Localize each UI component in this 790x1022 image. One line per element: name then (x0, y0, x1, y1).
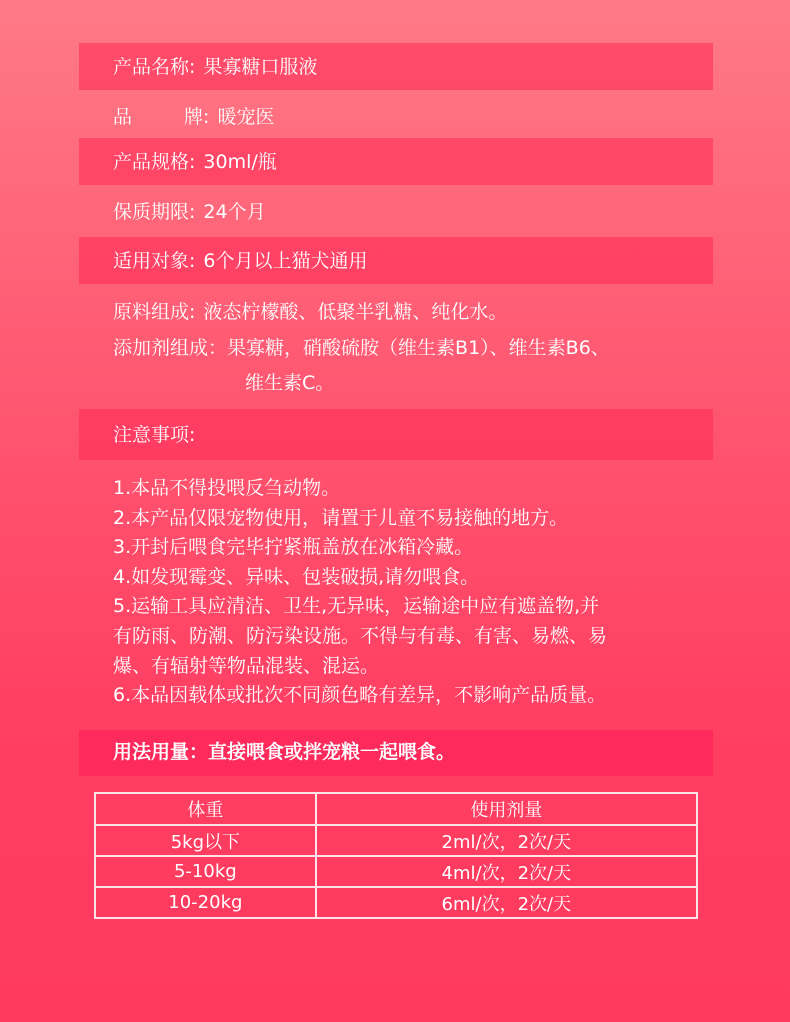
colon-full: ： (208, 337, 228, 359)
row-additives-cont (245, 371, 334, 395)
product-spec-label: 产品规格 (113, 151, 190, 173)
colon-full: ： (189, 741, 209, 763)
table-header-weight: 体重 (95, 793, 316, 825)
row-ingredients (113, 300, 507, 324)
table-row (95, 856, 697, 887)
product-spec-value: 30ml/瓶 (203, 151, 277, 173)
note-line: 3.开封后喂食完毕拧紧瓶盖放在冰箱冷藏。 (113, 536, 474, 559)
brand-label-right: 牌 (184, 106, 204, 128)
notes-list (113, 474, 693, 711)
notes-title-label: 注意事项 (113, 424, 190, 446)
row-target (113, 249, 368, 273)
row-brand (113, 105, 274, 129)
table-cell-weight: 5kg以下 (95, 825, 316, 856)
row-shelf-life (113, 200, 266, 224)
row-product-name (113, 55, 317, 79)
table-cell-dose: 6ml/次，2次/天 (316, 887, 697, 918)
product-name-value: 果寡糖口服液 (203, 56, 318, 78)
table-cell-dose: 4ml/次，2次/天 (316, 856, 697, 887)
dosage-table (94, 792, 698, 919)
ingredients-label: 原料组成 (113, 301, 190, 323)
shelf-life-label: 保质期限 (113, 201, 190, 223)
colon: : (189, 201, 196, 223)
row-usage (113, 740, 455, 764)
notes-title (113, 423, 195, 447)
ingredients-value: 液态柠檬酸、低聚半乳糖、纯化水。 (203, 301, 508, 323)
additives-label: 添加剂组成 (113, 337, 209, 359)
shelf-life-value: 24个月 (203, 201, 266, 223)
note-line: 1.本品不得投喂反刍动物。 (113, 477, 341, 499)
usage-value: 直接喂食或拌宠粮一起喂食。 (208, 741, 456, 763)
note-line: 5.运输工具应清洁、卫生,无异味，运输途中应有遮盖物,并 (113, 595, 600, 618)
brand-value: 暖宠医 (217, 106, 275, 128)
table-header-row (95, 793, 697, 825)
note-line: 4.如发现霉变、异味、包装破损,请勿喂食。 (113, 565, 480, 588)
row-product-spec (113, 150, 277, 174)
colon: : (189, 250, 196, 272)
table-row (95, 825, 697, 856)
table-cell-weight: 10-20kg (95, 887, 316, 918)
target-label: 适用对象 (113, 250, 190, 272)
table-row (95, 887, 697, 918)
table-header-dose: 使用剂量 (316, 793, 697, 825)
colon: : (189, 424, 196, 446)
product-name-label: 产品名称 (113, 56, 190, 78)
row-additives (113, 336, 610, 360)
table-cell-dose: 2ml/次，2次/天 (316, 825, 697, 856)
target-value: 6个月以上猫犬通用 (203, 250, 368, 272)
table-cell-weight: 5-10kg (95, 856, 316, 887)
additives-value-line2: 维生素C。 (245, 372, 335, 394)
colon: : (189, 56, 196, 78)
brand-label-left: 品 (113, 106, 133, 128)
note-line: 有防雨、防潮、防污染设施。不得与有毒、有害、易燃、易 (113, 624, 608, 647)
usage-label: 用法用量 (113, 741, 190, 763)
colon: : (189, 151, 196, 173)
colon: : (189, 301, 196, 323)
colon: : (203, 106, 210, 128)
additives-value-line1: 果寡糖，硝酸硫胺（维生素B1）、维生素B6、 (227, 337, 610, 359)
note-line: 爆、有辐射等物品混装、混运。 (113, 654, 380, 677)
note-line: 6.本品因载体或批次不同颜色略有差异，不影响产品质量。 (113, 684, 607, 707)
note-line: 2.本产品仅限宠物使用，请置于儿童不易接触的地方。 (113, 506, 569, 529)
